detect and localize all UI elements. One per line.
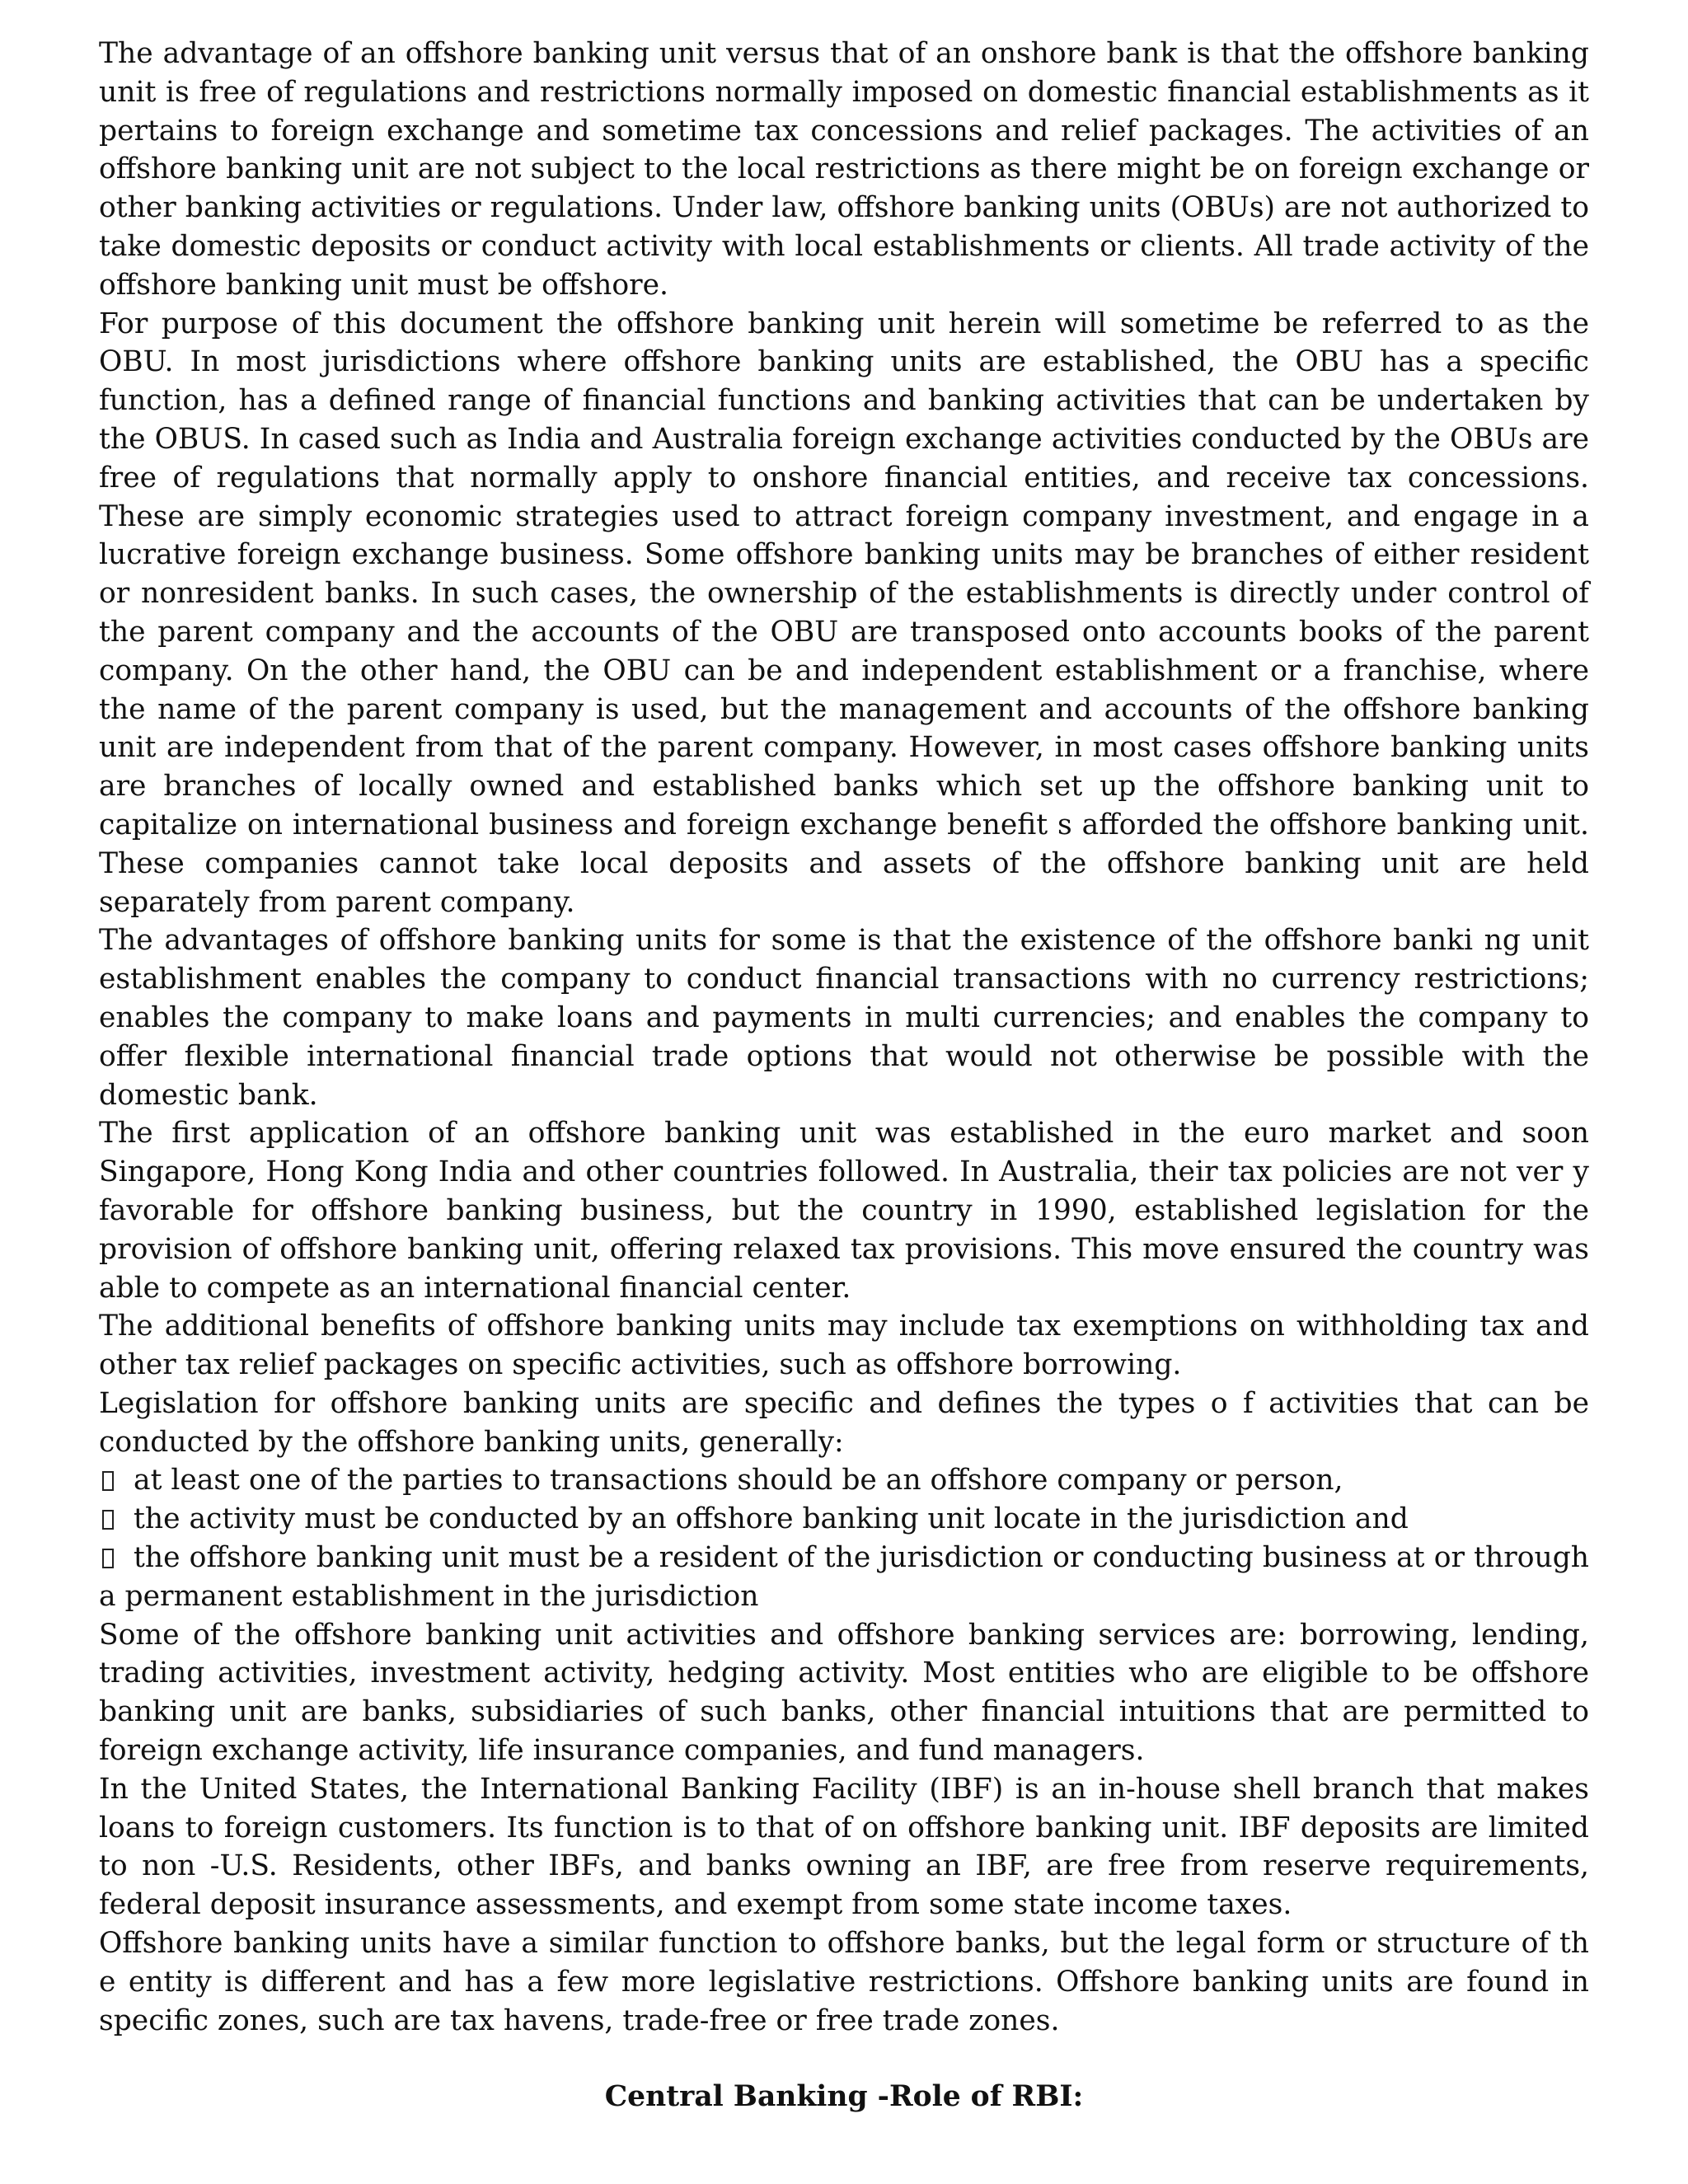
paragraph-obu-activities: Some of the offshore banking unit activities and offshore banking services are: borrowing, lending, trading activities, investment activity, hedging activity. Most entities who are eligible to be offshore banking unit are banks, subsidiaries of such banks, other financial intuitions that are permitted to foreign exchange activity, life insurance companies, and fund managers. bbox=[99, 1618, 1589, 1768]
bullet-item-text: the activity must be conducted by an offshore banking unit locate in the jurisdiction and bbox=[134, 1502, 1409, 1536]
paragraph-obu-legislation: Legislation for offshore banking units are specific and defines the types o f activities that can be conducted by the offshore banking units, generally: bbox=[99, 1386, 1589, 1459]
bullet-item bbox=[99, 1539, 1589, 1616]
paragraph-obu-advantages: The advantages of offshore banking units for some is that the existence of the offshore banki ng unit establishment enables the company to conduct financial transactions with no currency restrictions; enables the company to make loans and payments in multi currencies; and enables the company to offer flexible international financial trade options that would not otherwise be possible with the domestic bank. bbox=[99, 924, 1589, 1112]
bullet-box-icon bbox=[99, 1461, 134, 1500]
paragraph-obu-vs-offshore-banks: Offshore banking units have a similar function to offshore banks, but the legal form or structure of th e entity is different and has a few more legislative restrictions. Offshore banking units are found in specific zones, such are tax havens, trade-free or free trade zones. bbox=[99, 1927, 1589, 2037]
paragraph-obu-advantage: The advantage of an offshore banking unit versus that of an onshore bank is that the offshore banking unit is free of regulations and restrictions normally imposed on domestic financial establishments as it pertains to foreign exchange and sometime tax concessions and relief packages. The activities of an offshore banking unit are not subject to the local restrictions as there might be on foreign exchange or other banking activities or regulations. Under law, offshore banking units (OBUs) are not authorized to take domestic deposits or conduct activity with local establishments or clients. All trade activity of the offshore banking unit must be offshore. bbox=[99, 37, 1589, 302]
document-page bbox=[99, 35, 1589, 2116]
paragraph-obu-history: The first application of an offshore banking unit was established in the euro market and soon Singapore, Hong Kong India and other countries followed. In Australia, their tax policies are not ver y favorable for offshore banking business, but the country in 1990, established legislation for the provision of offshore banking unit, offering relaxed tax provisions. This move ensured the country was able to compete as an international financial center. bbox=[99, 1117, 1589, 1305]
bullet-box-icon bbox=[99, 1500, 134, 1539]
bullet-item-text: the offshore banking unit must be a resident of the jurisdiction or conducting business at or through a permanent establishment in the jurisdiction bbox=[99, 1541, 1589, 1613]
bullet-item-text: at least one of the parties to transactions should be an offshore company or person, bbox=[134, 1464, 1343, 1497]
bullet-item bbox=[99, 1500, 1589, 1539]
bullet-box-icon bbox=[99, 1539, 134, 1577]
paragraph-us-ibf: In the United States, the International Banking Facility (IBF) is an in-house shell branch that makes loans to foreign customers. Its function is to that of on offshore banking unit. IBF deposits are limited to non -U.S. Residents, other IBFs, and banks owning an IBF, are free from reserve requirements, federal deposit insurance assessments, and exempt from some state income taxes. bbox=[99, 1772, 1589, 1922]
paragraph-obu-benefits: The additional benefits of offshore banking units may include tax exemptions on withholding tax and other tax relief packages on specific activities, such as offshore borrowing. bbox=[99, 1310, 1589, 1382]
paragraph-obu-definition: For purpose of this document the offshore banking unit herein will sometime be referred to as the OBU. In most jurisdictions where offshore banking units are established, the OBU has a specific function, has a defined range of financial functions and banking activities that can be undertaken by the OBUS. In cased such as India and Australia foreign exchange activities conducted by the OBUs are free of regulations that normally apply to onshore financial entities, and receive tax concessions. These are simply economic strategies used to attract foreign company investment, and engage in a lucrative foreign exchange business. Some offshore banking units may be branches of either resident or nonresident banks. In such cases, the ownership of the establishments is directly under control of the parent company and the accounts of the OBU are transposed onto accounts books of the parent company. On the other hand, the OBU can be and independent establishment or a franchise, where the name of the parent company is used, but the management and accounts of the offshore banking unit are independent from that of the parent company. However, in most cases offshore banking units are branches of locally owned and established banks which set up the offshore banking unit to capitalize on international business and foreign exchange benefit s afforded the offshore banking unit. These companies cannot take local deposits and assets of the offshore banking unit are held separately from parent company. bbox=[99, 307, 1589, 919]
bullet-item bbox=[99, 1461, 1589, 1500]
section-heading: Central Banking -Role of RBI: bbox=[604, 2080, 1084, 2114]
